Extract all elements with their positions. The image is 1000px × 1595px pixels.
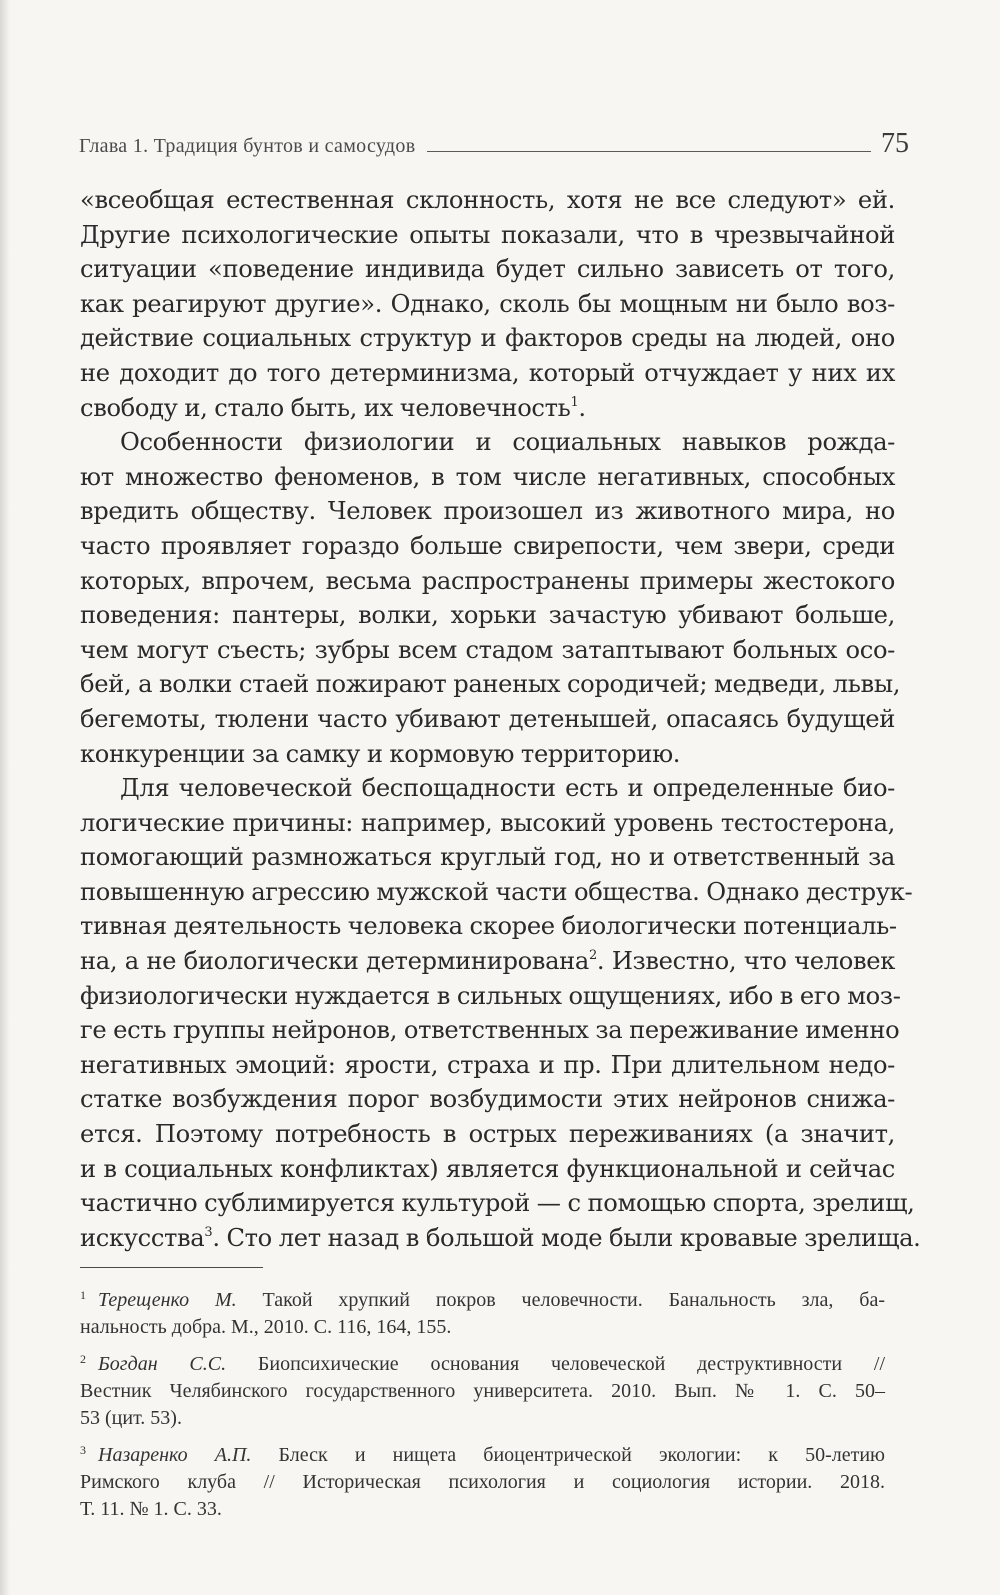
footnote-ref-2[interactable]: 2 <box>589 948 597 964</box>
footnote-3 <box>80 1437 885 1523</box>
footnote-line: нальность добра. М., 2010. С. 116, 164, 155. <box>80 1316 452 1338</box>
text-line: повышенную агрессию мужской части общества. Однако деструк- <box>80 877 913 906</box>
text-fragment: . Известно, что человек <box>596 947 896 976</box>
text-line: тивная деятельность человека скорее биологически потенциаль- <box>80 912 897 941</box>
text-line: «всеобщая естественная склонность, хотя не все следуют» ей. <box>80 186 895 214</box>
text-line: чем могут съесть; зубры всем стадом затаптывают больных осо- <box>80 635 895 664</box>
footnote-separator <box>80 1267 263 1268</box>
text-line: часто проявляет гораздо больше свирепости, чем звери, среди <box>80 531 895 560</box>
paragraph-1 <box>80 183 895 425</box>
text-line <box>80 1221 921 1256</box>
text-line: физиологически нуждается в сильных ощущениях, ибо в его моз- <box>80 981 901 1010</box>
text-line: помогающий размножаться круглый год, но и ответственный за <box>80 843 895 872</box>
text-line: действие социальных структур и факторов среды на людей, оно <box>80 324 895 353</box>
footnote-author: Назаренко А.П. <box>98 1444 252 1466</box>
text-line: ют множество феноменов, в том числе негативных, способных <box>80 462 895 491</box>
text-line: Для человеческой беспощадности есть и определенные био- <box>120 774 895 803</box>
footnote-line <box>80 1346 885 1378</box>
text-line: и в социальных конфликтах) является функциональной и сейчас <box>80 1154 895 1183</box>
text-line: Особенности физиологии и социальных навыков рожда- <box>120 428 895 457</box>
text-line: частично сублимируется культурой — с помощью спорта, зрелищ, <box>80 1189 915 1218</box>
text-line <box>80 944 895 979</box>
chapter-title: Глава 1. Традиция бунтов и самосудов <box>79 135 416 157</box>
footnote-line <box>80 1437 885 1469</box>
footnote-ref-3[interactable]: 3 <box>204 1224 213 1240</box>
footnote-line: 53 (цит. 53). <box>80 1407 182 1429</box>
footnote-text: Блеск и нищета биоцентрической экологии: к 50-летию <box>251 1444 885 1466</box>
text-line: негативных эмоций: ярости, страха и пр. При длительном недо- <box>80 1050 895 1079</box>
running-head <box>79 118 909 158</box>
text-fragment: искусства <box>80 1223 205 1252</box>
text-line: Другие психологические опыты показали, что в чрезвычайной <box>80 220 895 249</box>
paragraph-2 <box>80 425 901 771</box>
footnote-author: Терещенко М. <box>98 1289 237 1311</box>
text-line: которых, впрочем, весьма распространены примеры жестокого <box>80 566 895 595</box>
footnotes <box>80 1282 885 1528</box>
footnote-number: 1 <box>80 1288 86 1302</box>
text-line: бей, а волки стаей пожирают раненых сородичей; медведи, львы, <box>80 670 901 699</box>
text-fragment: свободу и, стало быть, их человечность <box>80 393 571 422</box>
text-fragment: . <box>578 393 586 422</box>
text-line: ге есть группы нейронов, ответственных за переживание именно <box>80 1016 900 1045</box>
text-line: логические причины: например, высокий уровень тестостерона, <box>80 808 895 837</box>
text-line: статке возбуждения порог возбудимости этих нейронов снижа- <box>80 1085 895 1114</box>
footnote-text: Такой хрупкий покров человечности. Банальность зла, ба- <box>236 1289 885 1311</box>
footnote-text: Биопсихические основания человеческой деструктивности // <box>226 1353 885 1375</box>
text-line: поведения: пантеры, волки, хорьки зачастую убивают больше, <box>80 601 895 630</box>
footnote-line <box>80 1282 885 1314</box>
footnote-author: Богдан С.С. <box>98 1353 227 1375</box>
text-line: ситуации «поведение индивида будет сильно зависеть от того, <box>80 255 895 284</box>
page-number: 75 <box>881 128 909 159</box>
paragraph-3 <box>80 771 921 1255</box>
header-rule <box>427 151 871 152</box>
text-line: вредить обществу. Человек произошел из животного мира, но <box>80 497 895 526</box>
footnote-2 <box>80 1346 885 1432</box>
text-line: как реагируют другие». Однако, сколь бы мощным ни было воз- <box>80 289 895 318</box>
text-fragment: . Сто лет назад в большой моде были кровавые зрелища. <box>212 1223 921 1252</box>
footnote-number: 3 <box>80 1443 86 1457</box>
text-line: не доходит до того детерминизма, который отчуждает у них их <box>80 358 895 387</box>
footnote-ref-1[interactable]: 1 <box>570 394 579 410</box>
text-fragment: на, а не биологически детерминирована <box>80 947 589 976</box>
footnote-1 <box>80 1282 885 1341</box>
body-text <box>80 183 921 1255</box>
text-line <box>80 391 895 426</box>
text-line: бегемоты, тюлени часто убивают детенышей, опасаясь будущей <box>80 704 895 733</box>
footnote-line: Римского клуба // Историческая психология и социология истории. 2018. <box>80 1471 885 1493</box>
footnote-number: 2 <box>80 1352 86 1366</box>
text-line: конкуренции за самку и кормовую территорию. <box>80 739 681 768</box>
footnote-line: Вестник Челябинского государственного университета. 2010. Вып. № 1. С. 50– <box>80 1380 885 1402</box>
text-line: ется. Поэтому потребность в острых переживаниях (а значит, <box>80 1120 895 1149</box>
page-edge-shadow <box>0 0 10 1595</box>
footnote-line: Т. 11. № 1. С. 33. <box>80 1498 222 1520</box>
